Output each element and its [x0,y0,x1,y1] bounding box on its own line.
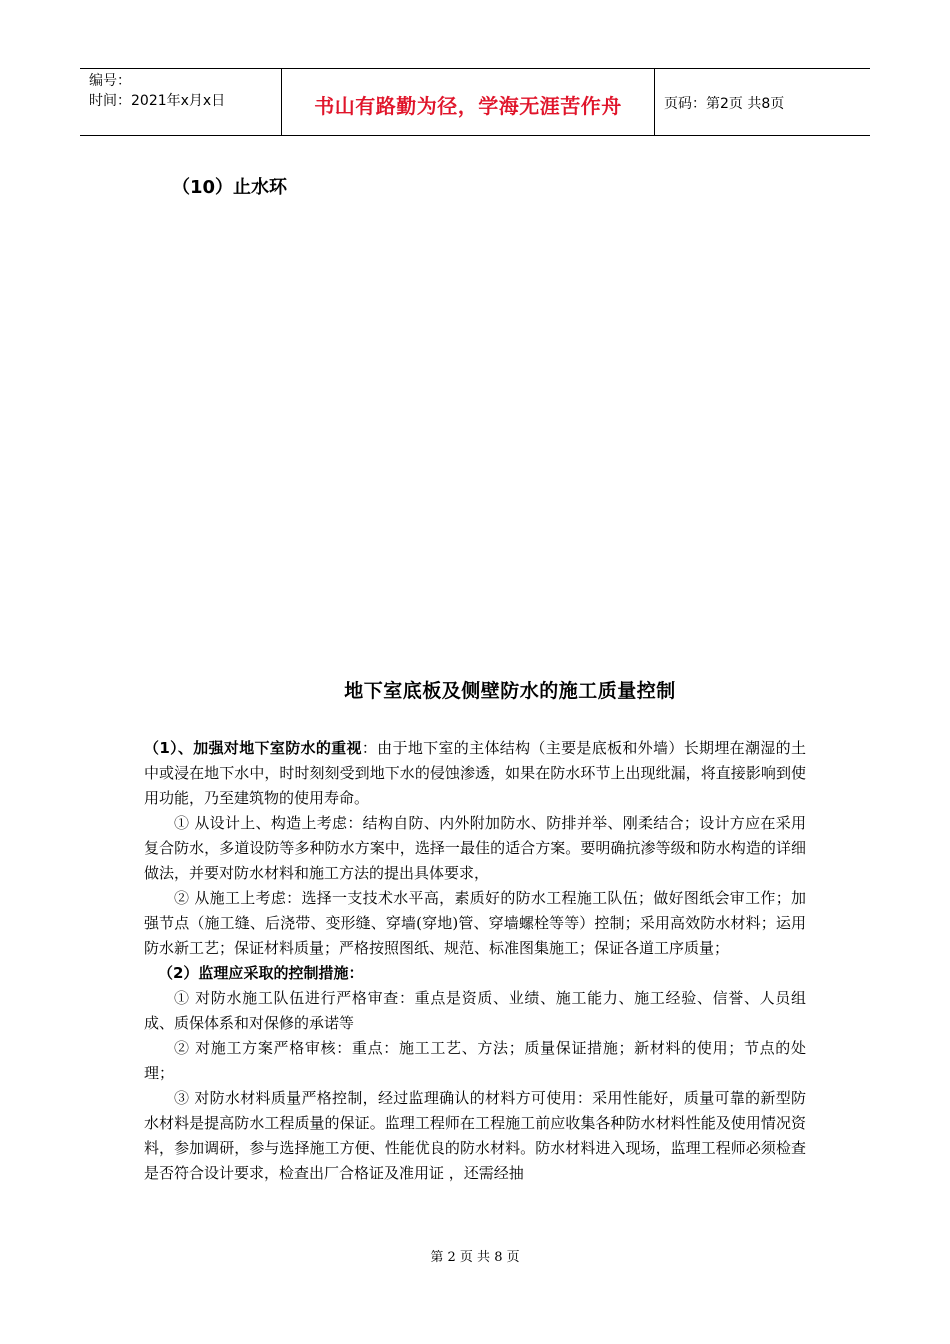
paragraph-5: ① 对防水施工队伍进行严格审查：重点是资质、业绩、施工能力、施工经验、信誉、人员组成、质保体系和对保修的承诺等 [144,989,806,1032]
serial-label: 编号： [89,73,131,89]
time-label: 时间：2021年x月x日 [89,93,226,109]
header-bottom-rule [80,135,870,136]
header-motto: 书山有路勤为径，学海无涯苦作舟 [314,94,622,118]
header-meta [89,71,225,111]
header-top-rule [80,68,870,69]
paragraph-7: ③ 对防水材料质量严格控制，经过监理确认的材料方可使用：采用性能好，质量可靠的新型防水材料是提高防水工程质量的保证。监理工程师在工程施工前应收集各种防水材料性能及使用情况资料，参加调研，参与选择施工方便、性能优良的防水材料。防水材料进入现场，监理工程师必须检查是否符合设计要求，检查出厂合格证及准用证 ，还需经抽 [144,1089,806,1182]
page-title: 地下室底板及侧壁防水的施工质量控制 [344,680,676,702]
paragraph-6: ② 对施工方案严格审核：重点：施工工艺、方法；质量保证措施；新材料的使用；节点的处理； [144,1039,806,1082]
paragraph-text: ：由于地下室的主体结构（主要是底板和外墙）长期埋在潮湿的土中或浸在地下水中，时时刻刻受到地下水的侵蚀渗透，如果在防水环节上出现纰漏，将直接影响到使用功能，乃至建筑物的使用寿命。 [144,739,806,807]
header-divider-right [654,68,655,135]
paragraph-lead: （1）、加强对地下室防水的重视 [144,739,362,757]
header-page-info: 页码：第2页 共8页 [664,96,785,112]
page-footer: 第 2 页 共 8 页 [430,1250,520,1265]
paragraph-1 [144,736,806,811]
paragraph-lead: （2）监理应采取的控制措施： [158,964,364,982]
paragraph-2: ① 从设计上、构造上考虑：结构自防、内外附加防水、防排并举、刚柔结合；设计方应在采用复合防水，多道设防等多种防水方案中，选择一最佳的适合方案。要明确抗渗等级和防水构造的详细做法，并要对防水材料和施工方法的提出具体要求， [144,814,806,882]
paragraph-3: ② 从施工上考虑：选择一支技术水平高，素质好的防水工程施工队伍；做好图纸会审工作；加强节点（施工缝、后浇带、变形缝、穿墙(穿地)管、穿墙螺栓等等）控制；采用高效防水材料；运用防水新工艺；保证材料质量；严格按照图纸、规范、标准图集施工；保证各道工序质量； [144,889,806,957]
body-text [144,736,806,1186]
section-heading: （10）止水环 [172,177,288,198]
paragraph-4 [144,961,806,986]
